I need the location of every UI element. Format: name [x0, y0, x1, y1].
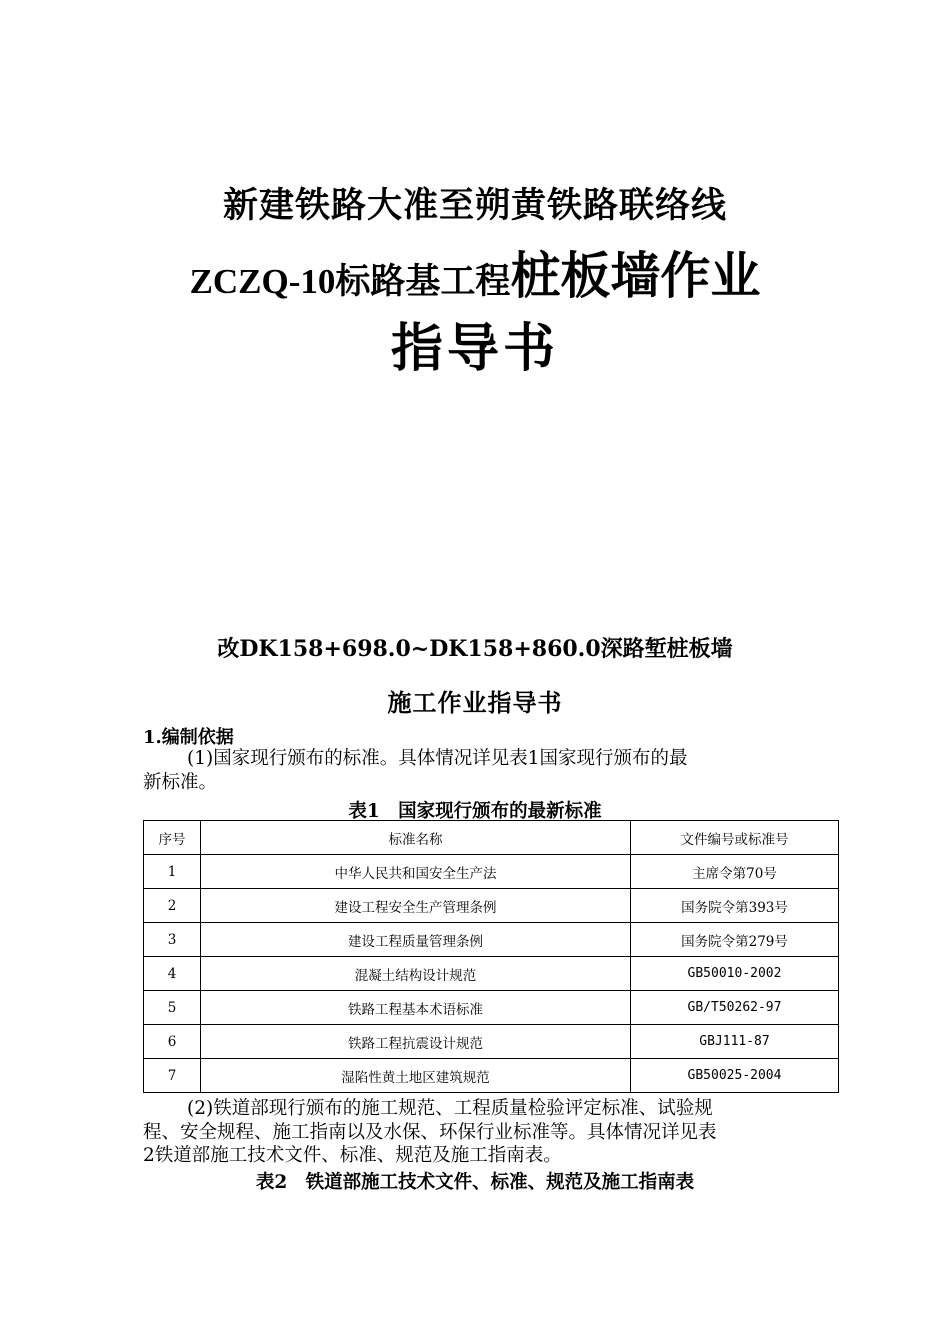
table-row — [144, 923, 839, 957]
table-row — [144, 957, 839, 991]
row-standard-name: 铁路工程基本术语标准 — [201, 991, 631, 1025]
table-2-caption: 表2 铁道部施工技术文件、标准、规范及施工指南表 — [255, 1172, 695, 1193]
document-subtitle: 改DK158+698.0~DK158+860.0深路堑桩板墙 — [217, 636, 733, 662]
paragraph-2-line-3: 2铁道部施工技术文件、标准、规范及施工指南表。 — [143, 1145, 562, 1166]
section-heading: 1.编制依据 — [143, 727, 234, 748]
row-standard-number: GB/T50262-97 — [631, 991, 839, 1025]
paragraph-1 — [143, 747, 813, 794]
cover-title-line3: 指导书 — [390, 318, 559, 379]
paragraph-1-line-2: 新标准。 — [143, 771, 218, 793]
header-index: 序号 — [144, 821, 201, 855]
header-standard-name: 标准名称 — [201, 821, 631, 855]
paragraph-2-line-2: 程、安全规程、施工指南以及水保、环保行业标准等。具体情况详见表 — [143, 1121, 717, 1143]
row-standard-name: 建设工程安全生产管理条例 — [201, 889, 631, 923]
row-standard-name: 中华人民共和国安全生产法 — [201, 855, 631, 889]
row-standard-number: GB50010-2002 — [631, 957, 839, 991]
table-row — [144, 889, 839, 923]
row-index: 5 — [144, 991, 201, 1025]
cover-title-line2 — [0, 236, 950, 308]
row-standard-number: 国务院令第393号 — [631, 889, 839, 923]
table-header-row — [144, 821, 839, 855]
paragraph-2 — [143, 1097, 813, 1168]
paragraph-1-line-1: (1)国家现行颁布的标准。具体情况详见表1国家现行颁布的最 — [187, 748, 688, 769]
document-title: 施工作业指导书 — [387, 688, 563, 717]
table-row — [144, 991, 839, 1025]
table-row — [144, 1059, 839, 1093]
cover-contract-code: ZCZQ-10 — [189, 262, 336, 301]
cover-title-emphasis: 桩板墙作业 — [510, 246, 761, 305]
row-standard-name: 混凝土结构设计规范 — [201, 957, 631, 991]
row-standard-number: 国务院令第279号 — [631, 923, 839, 957]
row-index: 6 — [144, 1025, 201, 1059]
paragraph-2-line-1: (2)铁道部现行颁布的施工规范、工程质量检验评定标准、试验规 — [187, 1098, 713, 1119]
cover-title-line1: 新建铁路大准至朔黄铁路联络线 — [222, 185, 727, 226]
standards-table — [143, 820, 839, 1093]
header-standard-number: 文件编号或标准号 — [631, 821, 839, 855]
row-standard-number: GB50025-2004 — [631, 1059, 839, 1093]
row-index: 4 — [144, 957, 201, 991]
row-standard-number: GBJ111-87 — [631, 1025, 839, 1059]
row-index: 7 — [144, 1059, 201, 1093]
table-1-caption: 表1 国家现行颁布的最新标准 — [348, 801, 602, 822]
row-index: 1 — [144, 855, 201, 889]
row-index: 3 — [144, 923, 201, 957]
table-row — [144, 1025, 839, 1059]
table-row — [144, 855, 839, 889]
row-standard-name: 建设工程质量管理条例 — [201, 923, 631, 957]
row-standard-name: 湿陷性黄土地区建筑规范 — [201, 1059, 631, 1093]
row-index: 2 — [144, 889, 201, 923]
row-standard-number: 主席令第70号 — [631, 855, 839, 889]
row-standard-name: 铁路工程抗震设计规范 — [201, 1025, 631, 1059]
cover-contract-label: 标路基工程 — [335, 261, 511, 302]
